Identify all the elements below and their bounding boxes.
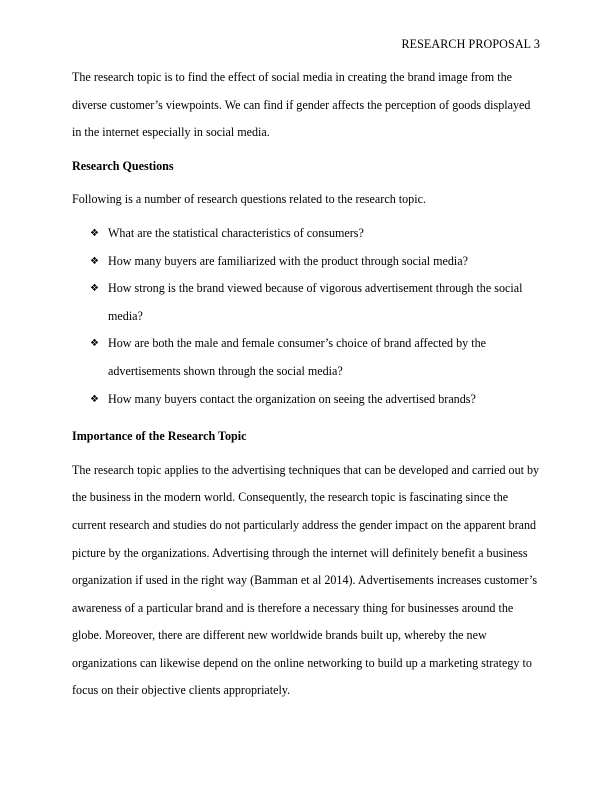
running-head-title: RESEARCH PROPOSAL [401, 37, 531, 51]
question-text: How many buyers contact the organization on seeing the advertised brands? [108, 391, 476, 406]
list-item [72, 248, 540, 276]
document-body [72, 64, 540, 705]
research-questions-list [72, 220, 540, 413]
research-questions-lead: Following is a number of research questions related to the research topic. [72, 192, 426, 207]
list-item [72, 386, 540, 414]
intro-paragraph: The research topic is to find the effect of social media in creating the brand image from the diverse customer’s viewpoints. We can find if gender affects the perception of goods displayed in the internet especially in social media. [72, 70, 531, 140]
importance-paragraph: The research topic applies to the advertising techniques that can be developed and carried out by the business in the modern world. Consequently, the research topic is fascinating since the current research and studies do not particularly address the gender impact on the apparent brand picture by the organizations. Advertising through the internet will definitely benefit a business organization if used in the right way (Bamman et al 2014). Advertisements increases customer’s awareness of a particular brand and is therefore a necessary thing for businesses around the globe. Moreover, there are different new worldwide brands built up, whereby the new organizations can likewise depend on the online networking to build up a marketing strategy to focus on their objective clients appropriately. [72, 462, 540, 698]
question-text: How many buyers are familiarized with the product through social media? [108, 253, 469, 268]
research-questions-heading: Research Questions [72, 158, 174, 173]
page-number: 3 [533, 37, 540, 51]
diamond-bullet-icon: ❖ [90, 393, 99, 405]
list-item [72, 330, 540, 385]
diamond-bullet-icon: ❖ [90, 255, 99, 267]
importance-heading: Importance of the Research Topic [72, 429, 247, 444]
list-item [72, 220, 540, 248]
list-item [72, 275, 540, 330]
question-text: How are both the male and female consumer’s choice of brand affected by the advertisements shown through the social media? [108, 336, 487, 378]
question-text: How strong is the brand viewed because of vigorous advertisement through the social media? [108, 281, 523, 323]
diamond-bullet-icon: ❖ [90, 338, 99, 350]
question-text: What are the statistical characteristics of consumers? [108, 225, 364, 240]
diamond-bullet-icon: ❖ [90, 227, 99, 239]
running-header [401, 37, 540, 52]
diamond-bullet-icon: ❖ [90, 283, 99, 295]
